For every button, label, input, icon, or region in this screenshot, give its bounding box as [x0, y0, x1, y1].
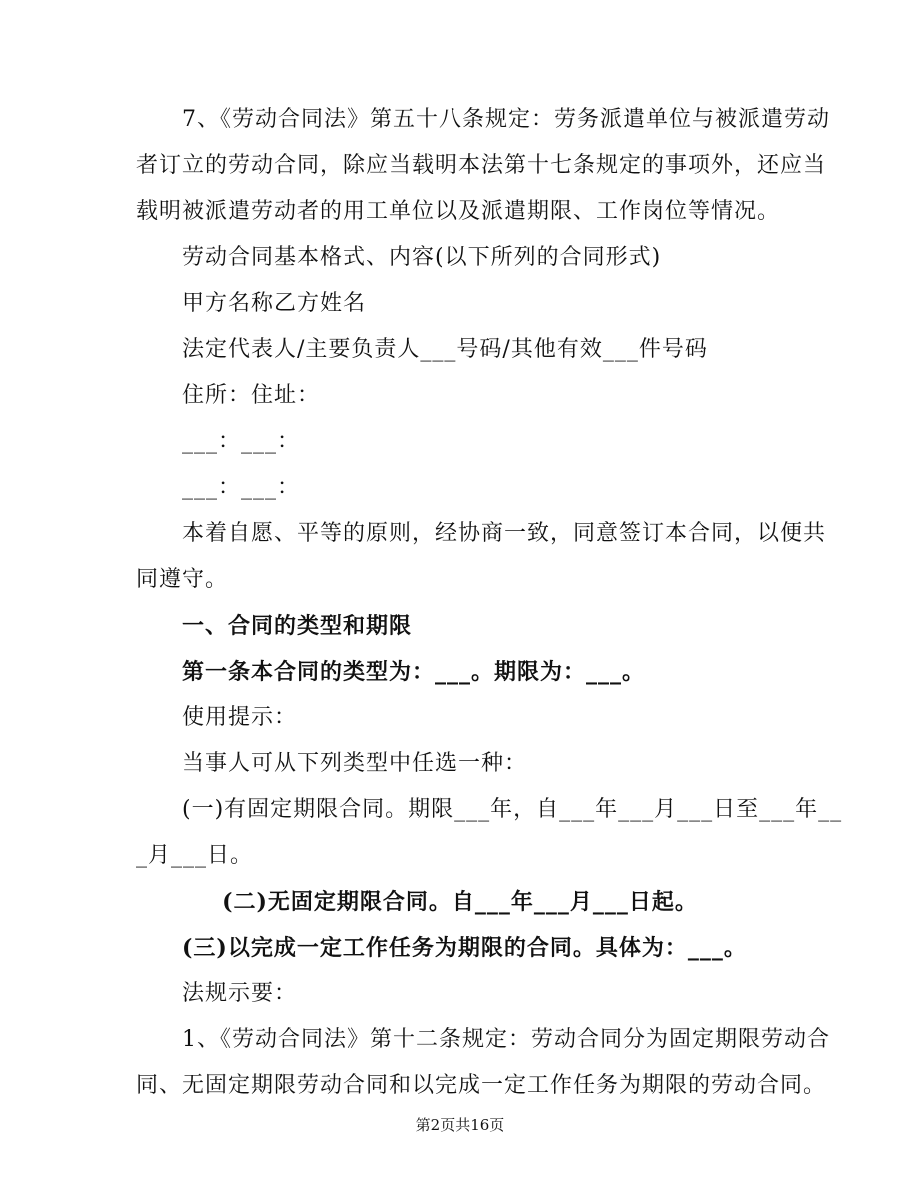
- party-names: 甲方名称乙方姓名: [182, 291, 367, 316]
- article-58-line-2: 者订立的劳动合同，除应当载明本法第十七条规定的事项外，还应当: [136, 153, 827, 178]
- representative-line: 法定代表人/主要负责人___号码/其他有效___件号码: [182, 337, 708, 362]
- fixed-term-line-1: (一)有固定期限合同。期限___年，自___年___月___日至___年__: [182, 797, 843, 822]
- article-1: 第一条本合同的类型为：___。期限为：___。: [182, 659, 646, 685]
- blank-line-1: ___：___：: [182, 429, 301, 454]
- article-58-line-3: 载明被派遣劳动者的用工单位以及派遣期限、工作岗位等情况。: [136, 199, 781, 224]
- format-heading: 劳动合同基本格式、内容(以下所列的合同形式): [182, 245, 662, 270]
- regulation-heading: 法规示要：: [182, 981, 298, 1006]
- principle-line-1: 本着自愿、平等的原则，经协商一致，同意签订本合同，以便共: [182, 521, 827, 546]
- section-heading: 一、合同的类型和期限: [182, 613, 413, 639]
- article-12-line-2: 同、无固定期限劳动合同和以完成一定工作任务为期限的劳动合同。: [136, 1073, 827, 1098]
- blank-line-2: ___：___：: [182, 475, 301, 500]
- open-term-line: (二)无固定期限合同。自___年___月___日起。: [222, 889, 698, 915]
- choose-type: 当事人可从下列类型中任选一种：: [182, 751, 528, 776]
- task-term-line: (三)以完成一定工作任务为期限的合同。具体为：___。: [182, 935, 747, 961]
- article-12-line-1: 1、《劳动合同法》第十二条规定：劳动合同分为固定期限劳动合: [182, 1027, 830, 1052]
- article-58-line-1: 7、《劳动合同法》第五十八条规定：劳务派遣单位与被派遣劳动: [182, 107, 830, 132]
- fixed-term-line-2: _月___日。: [136, 843, 254, 868]
- principle-line-2: 同遵守。: [136, 567, 229, 592]
- address-line: 住所：住址：: [182, 383, 321, 408]
- page-number: 第2页共16页: [415, 1116, 505, 1134]
- usage-tip: 使用提示：: [182, 705, 298, 730]
